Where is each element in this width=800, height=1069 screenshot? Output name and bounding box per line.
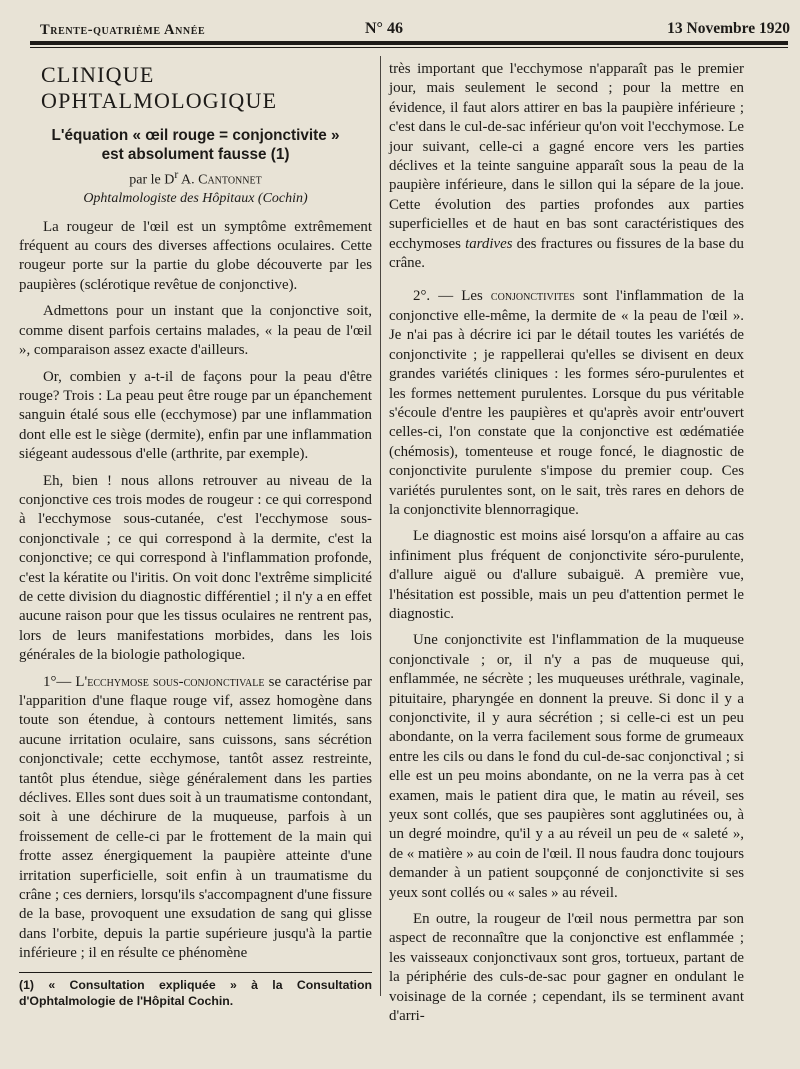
conjonctivites-text: sont l'inflammation de la conjonctive elle-même, la dermite de « la peau de l'œil ». Je n'ai pas à décrire ici par le détail toutes les variétés de conjonctivite ; je rappellerai qu'elles se divisent en deux grandes variétés cliniques : les formes séro-purulentes et les formes nettement purulentes. Lorsque du pus véritable s'écoule d'entre les paupières et qu'après avoir entr'ouvert celles-ci, l'on constate que la conjonctive est œdématiée (chémosis), tomenteuse et rouge foncé, le diagnostic de conjonctivite purulente s'impose du premier coup. Ces variétés purulentes sont, on le sait, très rares en dehors de la conjonctivite blennorragique. <box>389 288 745 518</box>
article-title-line1: L'équation « œil rouge = conjonctivite » <box>51 127 340 144</box>
paragraph-analogy: Admettons pour un instant que la conjonctive soit, comme disent parfois certains malades, « la peau de l'œil », comparaison assez exacte d'ailleurs. <box>19 303 372 359</box>
left-column <box>19 60 372 1009</box>
paragraph-three-modes: Eh, bien ! nous allons retrouver au niveau de la conjonctive ces trois modes de rougeur : ce qui correspond à l'ecchymose sous-cutanée, c'est l'ecchymose sous-conjonctivale ; ce qui correspond à la dermite, c'est la conjonctive; ce qui correspond à l'inflammation profonde, c'est la kératite ou l'iritis. On voit donc l'extrême simplicité de cette division du diagnostic différentiel ; il n'y a en effet aucune raison pour que les tissus oculaires ne rentrent pas, lors de leurs manifestations morbides, dans les lois générales de la biologie pathologique. <box>19 472 372 664</box>
byline-prefix: par le D <box>129 172 175 188</box>
paragraph-rougeur: En outre, la rougeur de l'œil nous permettra par son aspect de reconnaître que la conjonctive est enflammée ; les vaisseaux conjonctivaux sont gros, tortueux, partant de la périphérie des culs-de-sac pour gagner en ondulant le voisinage de la cornée ; cependant, ils se terminent avant d'arri- <box>389 911 744 1025</box>
header-rule-thick <box>30 41 788 45</box>
article-title <box>19 126 372 164</box>
paragraph-ecchymose <box>19 673 372 964</box>
footnote-rule <box>19 972 372 973</box>
subheading-ecchymose: ecchymose sous-conjonctivale <box>87 673 265 690</box>
ecchymose-text: se caractérise par l'apparition d'une flaque rouge vif, assez homogène dans toute son étendue, à contours nettement limités, sans aucune irritation oculaire, sans cuissons, sans sécrétion conjonctivale; cette ecchymose, tantôt assez restreinte, tantôt plus étendue, siège généralement dans les parties déclives. Elles sont dues soit à un traumatisme contondant, soit à une déchirure de la muqueuse, parfois à un froissement de celle-ci par le frottement de la main qui frotte assez énergiquement la paupière atteinte d'une irritation superficielle, soit enfin à un traumatisme du crâne ; ces derniers, lorsqu'ils s'accompagnent d'une fissure de la base, provoquent une exsudation de sang qui glisse dans l'orbite, depuis la partie supérieure jusqu'à la partie inférieure ; il en résulte ce phénomène <box>19 673 372 962</box>
right-column <box>389 60 744 1027</box>
paragraph-conjonctivites <box>389 287 744 520</box>
article-title-line2: est absolument fausse (1) <box>101 146 290 163</box>
footnote: (1) « Consultation expliquée » à la Consultation d'Ophtalmologie de l'Hôpital Cochin. <box>19 977 372 1008</box>
italic-tardives: tardives <box>465 235 513 252</box>
section-number-1: 1°— L' <box>43 673 88 690</box>
author-name: A. Cantonnet <box>178 172 262 188</box>
section-title: CLINIQUE OPHTALMOLOGIQUE <box>41 62 278 113</box>
subheading-conjonctivites: conjonctivites <box>490 288 575 305</box>
byline-sup: r <box>174 168 179 181</box>
issue-number: N° 46 <box>365 20 403 37</box>
issue-date: 13 Novembre 1920 <box>667 20 790 37</box>
volume-label: Trente-quatrième Année <box>40 22 206 38</box>
author-affiliation: Ophtalmologiste des Hôpitaux (Cochin) <box>83 190 308 206</box>
paragraph-secretion: Une conjonctivite est l'inflammation de la muqueuse conjonctivale ; or, il n'y a pas de muqueuse qui, enflammée, ne sécrète ; les muqueuses uréthrale, vaginale, pituitaire, pharyngée en donnent la preuve. Si donc il y a conjonctivite, il y aura sécrétion ; si celle-ci est un peu abondante, on la verra facilement sous forme de grumeaux entre les cils ou dans le fond du cul-de-sac conjonctival ; si elle est un peu moins abondante, on ne la verra pas à cet examen, mais le patient dira que, le matin au réveil, ses yeux sont collés, que ses paupières sont agglutinées ou, à un degré moindre, qu'il y a au réveil un peu de « saleté », de « matière » au coin de l'œil. Il nous faudra donc toujours demander à un patient soupçonné de conjonctivite si ses yeux sont collés ou « sales » au réveil. <box>389 632 744 901</box>
page-header <box>40 20 790 40</box>
section-number-2: 2°. — Les <box>413 288 491 305</box>
header-rule-thin <box>30 47 788 48</box>
continuation-text: très important que l'ecchymose n'apparaît pas le premier jour, mais seulement le second ; pour la mettre en évidence, il faut alors attirer en bas la paupière inférieure ; c'est dans le cul-de-sac inférieur qu'on voit l'ecchymose. Le jour suivant, celle-ci a gagné encore vers les parties déclives et la teinte sanguine apparaît sous la peau de la paupière inférieure, dans le sillon qui la sépare de la joue. Cette évolution des parties profondes aux parties superficielles et de haut en bas sont caractéristiques des ecchymoses <box>389 61 744 252</box>
continuation-end: des fractures ou fissures de la base du crâne. <box>389 235 744 272</box>
paragraph-continuation <box>389 60 744 273</box>
paragraph-skin-redness: Or, combien y a-t-il de façons pour la peau d'être rouge? Trois : La peau peut être rouge par un épanchement sanguin étalé sous elle (ecchymose) par une inflammation dont elle est le siège (dermite), enfin par une inflammation siégeant audessous d'elle (arthrite, par exemple). <box>19 368 372 463</box>
paragraph-diagnostic: Le diagnostic est moins aisé lorsqu'on a affaire au cas infiniment plus fréquent de conjonctivite séro-purulente, d'allure aiguë ou d'allure subaiguë. A première vue, l'hésitation est possible, mais un peu d'attention permet le diagnostic. <box>389 528 744 622</box>
byline <box>19 166 372 190</box>
column-divider <box>380 56 381 996</box>
paragraph-intro: La rougeur de l'œil est un symptôme extrêmement fréquent au cours des diverses affections oculaires. Cette rougeur porte sur la partie du globe découverte par les paupières (sclérotique revêtue de conjonctive). <box>19 218 372 293</box>
